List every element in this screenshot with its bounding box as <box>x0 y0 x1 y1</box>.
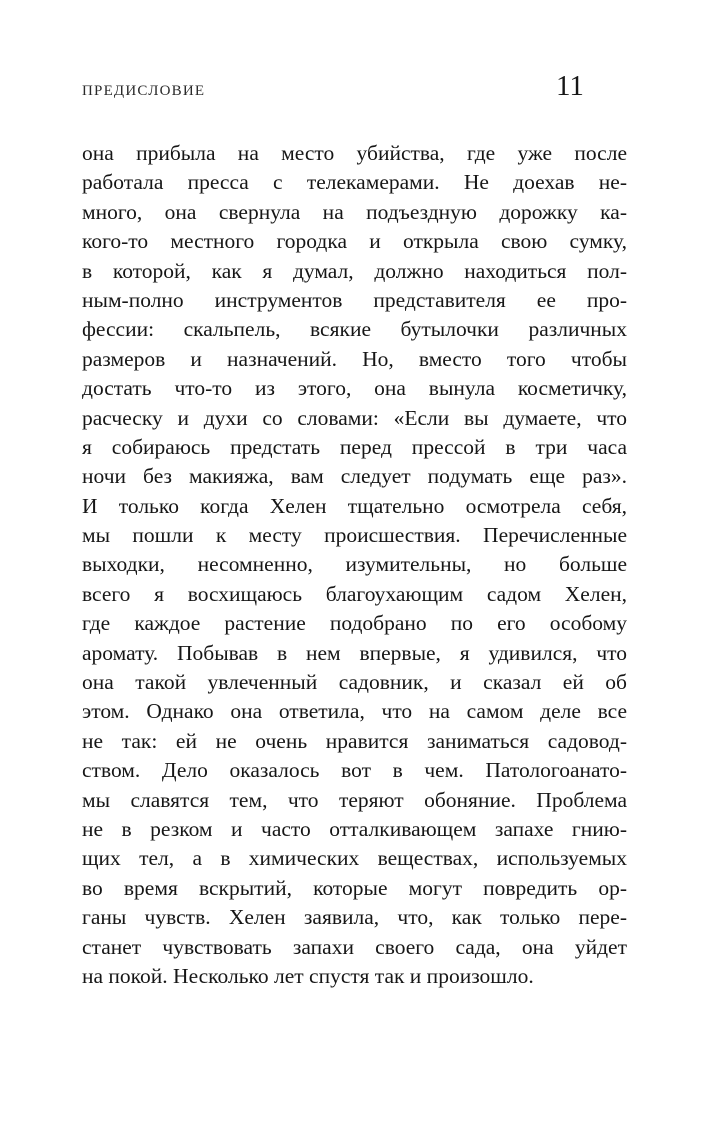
text-line: выходки, несомненно, изумительны, но больше <box>82 552 627 577</box>
text-line: этом. Однако она ответила, что на самом деле все <box>82 699 627 724</box>
running-header-title: ПРЕДИСЛОВИЕ <box>82 83 206 99</box>
text-line: она прибыла на место убийства, где уже после <box>82 141 627 165</box>
text-line: я собираюсь предстать перед прессой в три часа <box>82 434 627 459</box>
text-line: фессии: скальпель, всякие бутылочки различных <box>82 317 627 342</box>
text-line: кого-то местного городка и открыла свою сумку, <box>82 229 627 254</box>
text-line: не так: ей не очень нравится заниматься садовод- <box>82 728 627 753</box>
body-text <box>82 139 627 991</box>
text-line: мы пошли к месту происшествия. Перечисленные <box>82 523 627 548</box>
text-line: во время вскрытий, которые могут повредить ор- <box>82 875 627 900</box>
text-line: в которой, как я думал, должно находиться пол- <box>82 258 627 283</box>
text-line: размеров и назначений. Но, вместо того чтобы <box>82 346 627 371</box>
text-line: мы славятся тем, что теряют обоняние. Проблема <box>82 787 627 812</box>
text-line: станет чувствовать запахи своего сада, она уйдет <box>82 934 627 959</box>
text-line: ным-полно инструментов представителя ее про- <box>82 287 627 312</box>
text-line: всего я восхищаюсь благоухающим садом Хелен, <box>82 581 627 606</box>
text-line: она такой увлеченный садовник, и сказал ей об <box>82 670 627 695</box>
text-line: аромату. Побывав в нем впервые, я удивился, что <box>82 640 627 665</box>
page-number: 11 <box>556 70 584 102</box>
text-line: много, она свернула на подъездную дорожку ка- <box>82 199 627 224</box>
text-line: ганы чувств. Хелен заявила, что, как только пере- <box>82 905 627 930</box>
text-line: ством. Дело оказалось вот в чем. Патологоанато- <box>82 758 627 783</box>
text-line: на покой. Несколько лет спустя так и произошло. <box>82 963 534 988</box>
text-line: достать что-то из этого, она вынула косметичку, <box>82 376 627 401</box>
text-line: ночи без макияжа, вам следует подумать еще раз». <box>82 464 627 489</box>
text-line: где каждое растение подобрано по его особому <box>82 611 627 636</box>
text-line: расческу и духи со словами: «Если вы думаете, что <box>82 405 627 430</box>
text-line: работала пресса с телекамерами. Не доехав не- <box>82 170 627 195</box>
text-line: щих тел, а в химических веществах, используемых <box>82 846 627 871</box>
text-line: И только когда Хелен тщательно осмотрела себя, <box>82 493 627 518</box>
text-line: не в резком и часто отталкивающем запахе гнию- <box>82 816 627 841</box>
